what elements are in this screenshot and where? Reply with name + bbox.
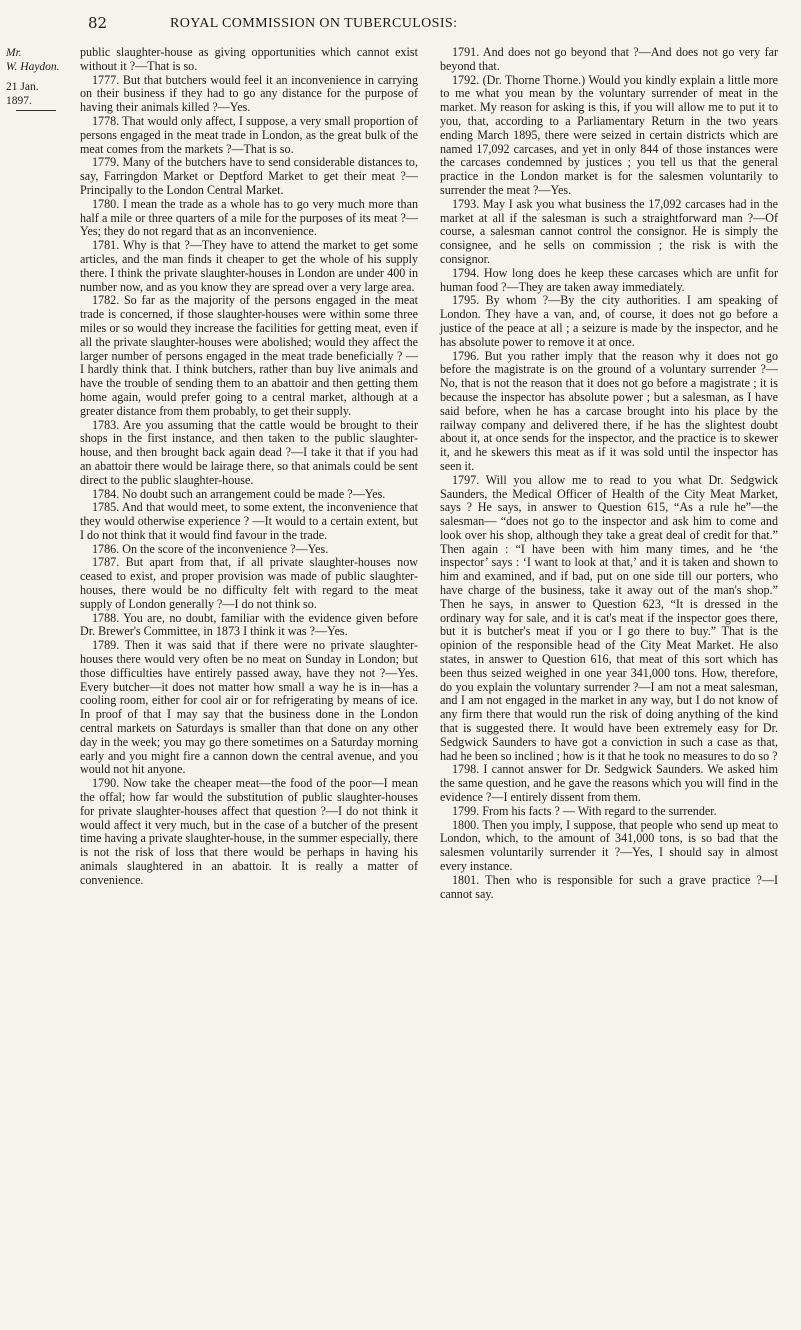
paragraph: 1791. And does not go beyond that ?—And does not go very far beyond that.	[440, 45, 778, 73]
paragraph: 1800. Then you imply, I suppose, that people who send up meat to London, which, to the amount of 341,000 tons, is so bad that the salesmen voluntarily surrender it ?—Yes, I should say in almost every instance.	[440, 817, 778, 874]
witness-name: W. Haydon.	[6, 61, 60, 73]
paragraph: 1797. Will you allow me to read to you what Dr. Sedgwick Saunders, the Medical Officer of Health of the City Meat Market, says ? He says, in answer to Question 615, “As a rule he”—the salesman— “does not go to the inspector and ask him to come and look over his shop, although they take a great deal of credit for that.” Then again : “I have been with him many times, and he ‘the inspector’ says : ‘I want to look at that,’ and it is taken and shown to him and examined, and if bad, put on one side till our porters, who have charge of the business, take it away out of the man's shop.” Then he says, in answer to Question 623, “It is dressed in the ordinary way for sale, and it is cat's meat if the inspector goes there, but it is butcher's meat if you or I go there to buy.” That is the opinion of the responsible head of the City Meat Market. He also states, in answer to Question 616, that meat of this sort which has been thus seized weighed in one year 341,000 tons. How, therefore, do you explain the voluntary surrender ?—I am not a meat salesman, and I am not engaged in the market in any way, but I do not know of any firm there that would run the risk of doing anything of the kind that is suggested there. It would have been extremely easy for Dr. Sedgwick Saunders to have got a conviction in such a case as that, had he been so inclined ; how is it that he took no measures to do so ?	[440, 472, 778, 763]
paragraph: 1778. That would only affect, I suppose, a very small proportion of persons engaged in the meat trade in London, as the great bulk of the meat comes from the markets ?—That is so.	[80, 113, 418, 156]
paragraph: public slaughter-house as giving opportunities which cannot exist without it ?—That is so.	[80, 45, 418, 73]
column-right	[440, 46, 778, 901]
paragraph: 1790. Now take the cheaper meat—the food of the poor—I mean the offal; how far would the substitution of public slaughter-houses for private slaughter-houses affect that question ?—I do not think it would affect it very much, but in the case of a butcher of the present time having a private slaughter-house, in the summer especially, there is not the risk of loss that there would be perhaps in having his animals slaughtered in an abattoir. It is really a matter of convenience.	[80, 776, 418, 887]
paragraph: 1788. You are, no doubt, familiar with the evidence given before Dr. Brewer's Committee, in 1873 I think it was ?—Yes.	[80, 610, 418, 639]
margin-note	[6, 46, 66, 111]
paragraph: 1781. Why is that ?—They have to attend the market to get some articles, and the man finds it cheaper to get the whole of his supply there. I think the private slaughter-houses in London are under 400 in number now, and as you know they are spread over a very large area.	[80, 238, 418, 294]
paragraph: 1801. Then who is responsible for such a grave practice ?—I cannot say.	[440, 872, 778, 901]
paragraph: 1799. From his facts ? — With regard to the surrender.	[452, 803, 717, 818]
paragraph: 1784. No doubt such an arrangement could be made ?—Yes.	[92, 486, 386, 501]
page-number: 82	[88, 14, 108, 32]
paragraph: 1793. May I ask you what business the 17,092 carcases had in the market at all if the salesman is such a straightforward man ?—Of course, a salesman cannot control the consignor. He is simply the consignee, and he sells on commission ; the risk is with the consignor.	[440, 196, 778, 266]
hearing-date: 21 Jan. 1897.	[6, 81, 39, 107]
paragraph: 1794. How long does he keep these carcases which are unfit for human food ?—They are taken away immediately.	[440, 265, 778, 294]
column-left	[80, 46, 418, 888]
paragraph: 1777. But that butchers would feel it an inconvenience in carrying on their business if they had to go any distance for the purpose of having their animals killed ?—Yes.	[80, 72, 418, 115]
paragraph: 1786. On the score of the inconvenience ?—Yes.	[92, 541, 329, 556]
running-title: ROYAL COMMISSION ON TUBERCULOSIS:	[170, 16, 458, 31]
paragraph: 1780. I mean the trade as a whole has to go very much more than half a mile or three quarters of a mile for the purposes of its meat ?—Yes; they do not regard that as an inconvenience.	[80, 196, 418, 239]
paragraph: 1789. Then it was said that if there were no private slaughter-houses there would very often be no meat on Sunday in London; but those difficulties have entirely passed away, have they not ?—Yes. Every butcher—it does not matter how small a way he is in—has a cooling room, either for cool air or for refrigerating by means of ice. In proof of that I may say that the business done in the London central markets on Saturdays is smaller than that done on any other day in the week; you may go there sometimes on a Saturday morning early and you might fire a cannon down the central avenue, and you would not hit anyone.	[80, 638, 418, 777]
paragraph: 1779. Many of the butchers have to send considerable distances to, say, Farringdon Market or Deptford Market to get their meat ?—Principally to the London Central Market.	[80, 155, 418, 197]
paragraph: 1792. (Dr. Thorne Thorne.) Would you kindly explain a little more to me what you mean by the voluntary surrender of meat in the market. My reason for asking is this, if you will allow me to put it to you, that, according to a Parliamentary Return in the two years ending March 1895, there were seized in certain districts which are named 17,092 carcases, and yet in only 844 of those instances were the carcases condemned by justices ; you tell us that the general practice in the London market is for the salesmen voluntarily to surrender the meat ?—Yes.	[440, 72, 778, 197]
paragraph: 1785. And that would meet, to some extent, the inconvenience that they would otherwise experience ? —It would to a certain extent, but I do not think that it would find favour in the trade.	[80, 500, 418, 542]
paragraph: 1795. By whom ?—By the city authorities. I am speaking of London. They have a van, and, of course, it does not go before a justice of the peace at all ; a seizure is made by the inspector, and he has absolute power to remove it at once.	[440, 293, 778, 349]
paragraph: 1796. But you rather imply that the reason why it does not go before the magistrate is on the ground of a voluntary surrender ?—No, that is not the reason that it does not go before a magistrate ; it is because the inspector has absolute power ; but a salesman, as I have said before, when he has a carcase brought into his place by the railway company and delivered there, if he has the slightest doubt about it, at once sends for the inspector, and the practice is to skewer it, and he skewers this meat as if it was sold until the inspector has seen it.	[440, 348, 778, 473]
paragraph: 1798. I cannot answer for Dr. Sedgwick Saunders. We asked him the same question, and he gave the reasons which you will find in the evidence ?—I entirely dissent from them.	[440, 762, 778, 805]
witness-title: Mr.	[6, 47, 22, 59]
margin-rule	[16, 110, 56, 111]
paragraph: 1787. But apart from that, if all private slaughter-houses now ceased to exist, and proper provision was made of public slaughter-houses, there would be no difficulty felt with regard to the meat supply of London generally ?—I do not think so.	[80, 555, 418, 611]
paragraph: 1783. Are you assuming that the cattle would be brought to their shops in the first instance, and then taken to the public slaughter-house, and then brought back again dead ?—I take it that if you had an abattoir there would be lairage there, so that animals could be sent direct to the public slaughter-house.	[80, 417, 418, 487]
paragraph: 1782. So far as the majority of the persons engaged in the meat trade is concerned, if those slaughter-houses were within some three miles or so would they increase the facilities for getting meat, even if all the private slaughter-houses were abolished; would they affect the larger number of persons engaged in the meat trade beneficially ? — I hardly think that. I think butchers, rather than buy live animals and have the trouble of sending them to an abattoir and then getting them home again, would prefer going to a central market, although at a greater distance from them probably, to get their supply.	[80, 293, 418, 418]
page-header	[0, 12, 801, 38]
